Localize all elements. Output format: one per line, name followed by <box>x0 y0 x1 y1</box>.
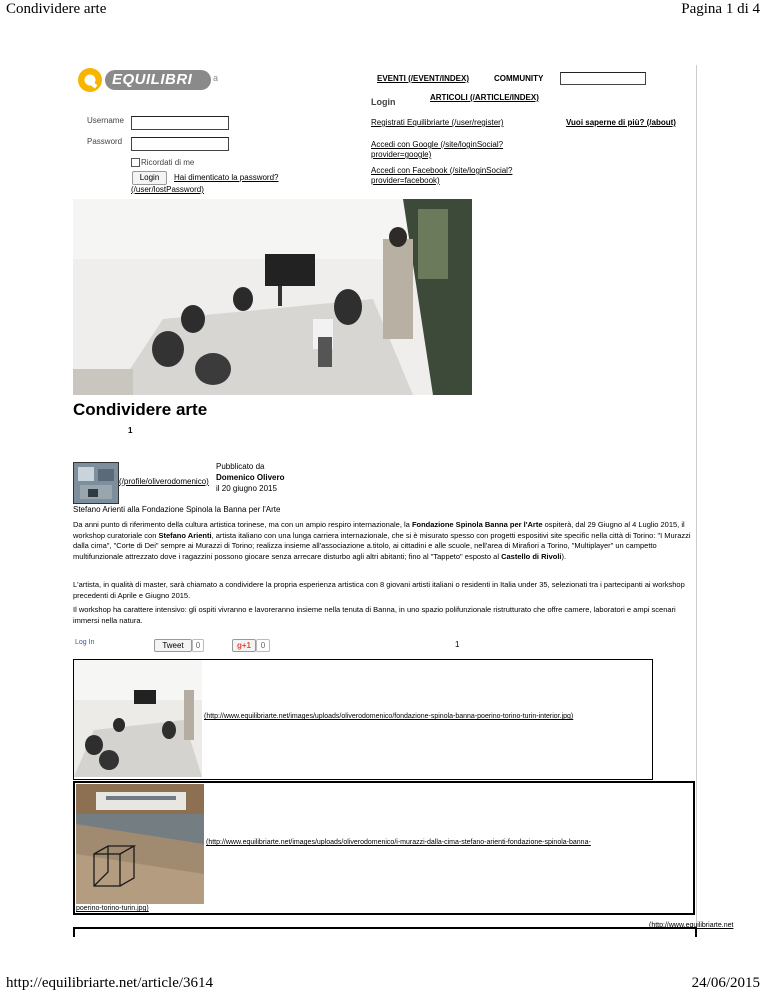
remember-label: Ricordati di me <box>141 158 195 167</box>
google-login-link-2[interactable]: provider=google) <box>371 150 432 159</box>
forgot-password-path[interactable]: (/user/lostPassword) <box>131 185 204 194</box>
print-footer-url: http://equilibriarte.net/article/3614 <box>6 975 214 991</box>
forgot-password-link[interactable]: Hai dimenticato la password? <box>174 173 279 182</box>
about-link[interactable]: Vuoi saperne di più? (/about) <box>566 118 676 127</box>
gallery-link-1[interactable]: (http://www.equilibriarte.net/images/uploads/oliverodomenico/fondazione-spinola-banna-poerino-torino-turin-interior.jpg) <box>204 713 574 720</box>
print-header-title: Condividere arte <box>6 1 107 17</box>
logo-text: EQUILIBRI <box>112 71 193 88</box>
nav-community[interactable]: COMMUNITY <box>494 74 544 83</box>
article-title: Condividere arte <box>73 400 208 419</box>
search-input[interactable] <box>560 72 646 85</box>
article-paragraph-2: L'artista, in qualità di master, sarà chiamato a condividere la propria esperienza artistica con 8 giovani artisti italiani o residenti in Italia under 35, selezionati tra i partecipanti ai workshop precedenti di Aprile e Giugno 2015. <box>73 580 685 600</box>
print-header-page: Pagina 1 di 4 <box>681 1 760 17</box>
gallery-item-3 <box>73 927 697 937</box>
nav-articles-link[interactable]: ARTICOLI (/ARTICLE/INDEX) <box>430 93 539 102</box>
tweet-count: 0 <box>192 639 204 652</box>
gallery-link-2[interactable]: (http://www.equilibriarte.net/images/uploads/oliverodomenico/i-murazzi-dalla-cima-stefano-arienti-fondazione-spinola-banna- <box>206 839 591 846</box>
gplus-icon: g <box>236 641 242 650</box>
gallery-link-3[interactable]: (http://www.equilibriarte.net <box>649 922 734 929</box>
tweet-button[interactable]: Tweet <box>154 639 192 652</box>
hero-photo <box>73 199 472 395</box>
author-name[interactable]: Domenico Olivero <box>216 473 285 482</box>
interior-photo-icon <box>74 660 202 777</box>
login-button[interactable]: Login <box>132 171 167 185</box>
installation-photo-icon <box>76 784 204 904</box>
password-input[interactable] <box>131 137 229 151</box>
login-heading: Login <box>371 97 396 107</box>
article-paragraph-1: Da anni punto di riferimento della cultura artistica torinese, ma con un ampio respiro internazionale, la Fondazione Spinola Banna per l'Arte ospiterà, dal 29 Giugno al 4 Luglio 2015, il workshop curatoriale con Stefano Arienti, artista italiano con una lunga carriera internazionale, che si è misurato spesso con progetti espositivi site specific nella città di Torino: "I Murazzi dalla cima", "Corte di Dei" sempre ai Murazzi di Torino; realizza insieme all'associazione a.titolo, ai cittadini e alle scuole, nell'area di Mirafiori a Torino, "Multiplayer" un campetto multifunzionale attrezzato dove i ragazzini possono giocare senza arrecare disturbo agli altri abitanti; fino al "Tappeto" esposto al Castello di Rivoli). <box>73 520 691 561</box>
gallery-link-3-wrap <box>649 914 734 929</box>
workshop-photo-icon <box>73 199 472 395</box>
share-login-link[interactable]: Log In <box>75 639 95 646</box>
logo-suffix: a <box>213 73 219 83</box>
print-footer-date: 24/06/2015 <box>691 975 760 991</box>
username-input[interactable] <box>131 116 229 130</box>
google-login-link[interactable]: Accedi con Google (/site/loginSocial? <box>371 140 504 149</box>
gplus-count: 0 <box>256 639 270 652</box>
author-profile-link[interactable]: (/profile/oliverodomenico) <box>119 477 209 486</box>
avatar-icon <box>74 463 118 503</box>
password-label: Password <box>87 137 123 146</box>
article-paragraph-3: Il workshop ha carattere intensivo: gli ospiti vivranno e lavoreranno insieme nella tenuta di Banna, in uno spazio polifunzionale ristrutturato che offre camere, laboratori e ampi scenari immersi nella natura. <box>73 605 676 625</box>
publish-date: il 20 giugno 2015 <box>216 484 277 493</box>
gplus-button[interactable]: g+1 <box>232 639 256 652</box>
share-count: 1 <box>455 640 460 649</box>
gallery-photo-1[interactable] <box>74 660 202 777</box>
published-label: Pubblicato da <box>216 462 265 471</box>
gallery-link-2-cont[interactable]: poerino-torino-turin.jpg) <box>76 905 149 912</box>
article-caption: Stefano Arienti alla Fondazione Spinola la Banna per l'Arte <box>73 505 281 514</box>
site-logo[interactable] <box>76 66 226 94</box>
gallery-photo-2[interactable] <box>76 784 204 904</box>
remember-checkbox[interactable] <box>131 158 140 167</box>
article-count: 1 <box>128 426 133 435</box>
facebook-login-link-2[interactable]: provider=facebook) <box>371 176 440 185</box>
register-link[interactable]: Registrati Equilibriarte (/user/register) <box>371 118 504 127</box>
username-label: Username <box>87 116 124 125</box>
author-avatar[interactable] <box>73 462 119 504</box>
facebook-login-link[interactable]: Accedi con Facebook (/site/loginSocial? <box>371 166 513 175</box>
nav-events-link[interactable]: EVENTI (/EVENT/INDEX) <box>377 74 470 83</box>
